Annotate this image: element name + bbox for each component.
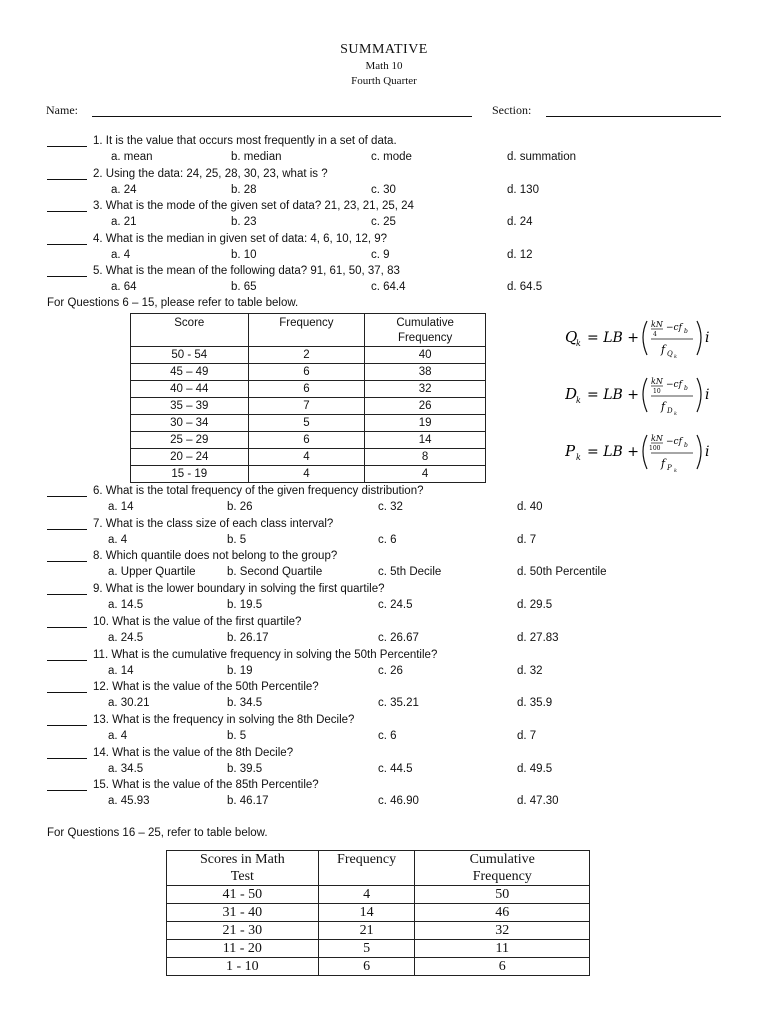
table2-cell: 46	[415, 904, 590, 922]
question-text: 2. Using the data: 24, 25, 28, 30, 23, what is ?	[93, 167, 328, 180]
option-b[interactable]: b. 10	[231, 248, 257, 261]
table1-cell: 40 – 44	[131, 381, 249, 398]
svg-text:kN: kN	[651, 320, 663, 329]
option-b[interactable]: b. Second Quartile	[227, 566, 323, 579]
table2-cell: 21	[318, 922, 415, 940]
answer-blank[interactable]	[47, 169, 87, 180]
option-b[interactable]: b. 19.5	[227, 599, 263, 612]
option-a[interactable]: a. 64	[111, 281, 137, 293]
page-title: SUMMATIVE	[340, 42, 428, 57]
answer-blank[interactable]	[47, 551, 87, 562]
svg-text:−cf: −cf	[666, 437, 682, 447]
table1-row	[131, 449, 486, 466]
table2-cell: 11	[415, 940, 590, 958]
svg-text:i: i	[705, 330, 710, 346]
formula-p	[565, 429, 735, 473]
option-a[interactable]: a. 24	[111, 183, 137, 196]
question-questions_b-7	[47, 714, 354, 726]
svg-text:b: b	[684, 442, 688, 449]
answer-blank[interactable]	[47, 234, 87, 245]
table1-cell: 50 - 54	[131, 347, 249, 364]
svg-text:4: 4	[653, 331, 657, 338]
svg-text:D: D	[565, 385, 578, 403]
table2-cell: 4	[318, 886, 415, 904]
option-c[interactable]: c. 25	[371, 216, 396, 228]
option-a[interactable]: a. 4	[108, 729, 128, 742]
table2-header-scores: Scores in Math Test	[167, 851, 319, 886]
option-d[interactable]: d. 24	[507, 216, 533, 228]
table1-cell: 4	[365, 466, 486, 483]
answer-blank[interactable]	[47, 780, 87, 791]
table1-cell: 35 – 39	[131, 398, 249, 415]
table1-header-cumulative: Cumulative Frequency	[365, 314, 486, 347]
option-b[interactable]: b. 5	[227, 729, 247, 742]
answer-blank[interactable]	[47, 617, 87, 628]
table1-row	[131, 415, 486, 432]
table1-cell: 30 – 34	[131, 415, 249, 432]
option-c[interactable]: c. 26	[378, 664, 403, 677]
svg-text:= LB +: = LB +	[587, 387, 639, 403]
table1-cell: 4	[248, 466, 365, 483]
table1-cell: 6	[248, 432, 365, 449]
option-c[interactable]: c. 46.90	[378, 795, 419, 808]
question-text: 1. It is the value that occurs most frequently in a set of data.	[93, 135, 397, 147]
option-a[interactable]: a. 14	[108, 501, 134, 513]
option-d[interactable]: d. 49.5	[517, 762, 553, 775]
option-a[interactable]: a. 14	[108, 664, 134, 677]
option-a[interactable]: a. 4	[111, 248, 131, 261]
question-text: 10. What is the value of the first quartile?	[93, 615, 302, 628]
option-d[interactable]: d. 7	[517, 533, 537, 546]
answer-blank[interactable]	[47, 715, 87, 726]
option-c[interactable]: c. mode	[371, 151, 412, 163]
formula-d	[565, 372, 735, 416]
table1-cell: 6	[248, 364, 365, 381]
option-a[interactable]: a. 21	[111, 216, 137, 228]
question-questions_a-4	[47, 265, 400, 277]
table2-cell: 14	[318, 904, 415, 922]
option-d[interactable]: d. 35.9	[517, 697, 553, 710]
option-d[interactable]: d. 130	[507, 183, 539, 196]
question-questions_a-3	[47, 233, 387, 245]
answer-blank[interactable]	[47, 136, 87, 147]
section-label: Section:	[492, 103, 532, 117]
name-field[interactable]	[92, 116, 472, 117]
question-questions_b-3	[47, 583, 384, 595]
option-b[interactable]: b. 26.17	[227, 631, 269, 644]
table2-cell: 6	[415, 958, 590, 976]
option-d[interactable]: d. 40	[517, 501, 543, 513]
table2-cell: 11 - 20	[167, 940, 319, 958]
option-d[interactable]: d. summation	[507, 151, 577, 163]
option-a[interactable]: a. 30.21	[108, 697, 150, 710]
question-questions_b-1	[47, 518, 333, 530]
question-text: 6. What is the total frequency of the given frequency distribution?	[93, 485, 424, 497]
option-b[interactable]: b. 5	[227, 533, 247, 546]
question-questions_b-6	[47, 681, 319, 693]
option-b[interactable]: b. 23	[231, 216, 257, 228]
svg-text:−cf: −cf	[666, 323, 682, 333]
answer-blank[interactable]	[47, 748, 87, 759]
question-questions_a-0	[47, 135, 397, 147]
option-d[interactable]: d. 7	[517, 729, 537, 742]
table2-cell: 21 - 30	[167, 922, 319, 940]
table1-cell: 6	[248, 381, 365, 398]
svg-text:k: k	[674, 468, 678, 473]
option-a[interactable]: a. 4	[108, 533, 128, 546]
question-text: 15. What is the value of the 85th Percentile?	[93, 779, 319, 792]
table1-cell: 7	[248, 398, 365, 415]
table2-cell: 41 - 50	[167, 886, 319, 904]
question-text: 7. What is the class size of each class interval?	[93, 517, 334, 530]
table1-cell: 45 – 49	[131, 364, 249, 381]
table1-cell: 15 - 19	[131, 466, 249, 483]
table1-row	[131, 364, 486, 381]
question-text: 3. What is the mode of the given set of data? 21, 23, 21, 25, 24	[93, 200, 414, 212]
answer-blank[interactable]	[47, 519, 87, 530]
answer-blank[interactable]	[47, 266, 87, 277]
svg-text:10: 10	[653, 388, 661, 395]
table1-cell: 4	[248, 449, 365, 466]
svg-text:−cf: −cf	[666, 380, 682, 390]
table1-cell: 19	[365, 415, 486, 432]
table1-row	[131, 381, 486, 398]
option-d[interactable]: d. 12	[507, 248, 533, 261]
svg-text:100: 100	[649, 445, 661, 452]
table1-cell: 38	[365, 364, 486, 381]
table1-cell: 5	[248, 415, 365, 432]
svg-text:f: f	[661, 457, 666, 470]
table2-cell: 1 - 10	[167, 958, 319, 976]
question-questions_a-2	[47, 200, 414, 212]
table1-cell: 8	[365, 449, 486, 466]
option-c[interactable]: c. 32	[378, 501, 403, 513]
question-text: 12. What is the value of the 50th Percentile?	[93, 681, 319, 694]
table2-cell: 31 - 40	[167, 904, 319, 922]
svg-text:kN: kN	[651, 377, 663, 386]
svg-text:kN: kN	[651, 434, 663, 443]
question-text: 5. What is the mean of the following data? 91, 61, 50, 37, 83	[93, 265, 400, 277]
svg-text:P: P	[565, 442, 576, 460]
question-text: 13. What is the frequency in solving the 8th Decile?	[93, 713, 355, 726]
option-c[interactable]: c. 64.4	[371, 281, 406, 293]
option-a[interactable]: a. 45.93	[108, 795, 150, 808]
option-c[interactable]: c. 35.21	[378, 697, 419, 710]
question-text: 9. What is the lower boundary in solving the first quartile?	[93, 583, 385, 596]
table2-header-frequency: Frequency	[318, 851, 415, 886]
option-b[interactable]: b. 65	[231, 281, 257, 293]
table2-cell: 32	[415, 922, 590, 940]
question-questions_b-0	[47, 485, 424, 497]
option-c[interactable]: c. 24.5	[378, 599, 413, 612]
question-text: 14. What is the value of the 8th Decile?	[93, 746, 294, 759]
table1-header-score: Score	[131, 314, 249, 347]
table2-row	[167, 904, 590, 922]
svg-text:f: f	[661, 343, 666, 356]
formula-q	[565, 315, 735, 359]
table1-row	[131, 347, 486, 364]
table2-cell: 50	[415, 886, 590, 904]
svg-text:k: k	[576, 396, 581, 405]
option-c[interactable]: c. 6	[378, 729, 397, 742]
table1-row	[131, 466, 486, 483]
option-c[interactable]: c. 44.5	[378, 762, 413, 775]
table1-cell: 40	[365, 347, 486, 364]
table2-row	[167, 922, 590, 940]
option-d[interactable]: d. 32	[517, 664, 543, 677]
table2-row	[167, 886, 590, 904]
table1-cell: 20 – 24	[131, 449, 249, 466]
option-d[interactable]: d. 27.83	[517, 631, 559, 644]
question-questions_b-4	[47, 616, 301, 628]
svg-text:b: b	[684, 328, 688, 335]
option-c[interactable]: c. 30	[371, 183, 396, 196]
subject-label: Math 10	[365, 60, 403, 72]
svg-text:k: k	[576, 339, 581, 348]
option-d[interactable]: d. 50th Percentile	[517, 566, 607, 579]
table2-header-cumulative: Cumulative Frequency	[415, 851, 590, 886]
option-a[interactable]: a. Upper Quartile	[108, 566, 196, 579]
option-c[interactable]: c. 5th Decile	[378, 566, 442, 579]
question-text: 8. Which quantile does not belong to the group?	[93, 550, 338, 563]
svg-text:k: k	[674, 354, 678, 359]
option-b[interactable]: b. median	[231, 151, 282, 163]
svg-text:= LB +: = LB +	[587, 444, 639, 460]
svg-text:Q: Q	[565, 328, 578, 346]
option-d[interactable]: d. 47.30	[517, 795, 559, 808]
option-a[interactable]: a. 34.5	[108, 762, 144, 775]
option-c[interactable]: c. 6	[378, 533, 397, 546]
question-questions_b-5	[47, 649, 437, 661]
table2-note: For Questions 16 – 25, refer to table below.	[47, 827, 268, 839]
svg-text:f: f	[661, 400, 666, 413]
table1-row	[131, 432, 486, 449]
name-label: Name:	[46, 103, 78, 117]
question-text: 4. What is the median in given set of data: 4, 6, 10, 12, 9?	[93, 232, 388, 245]
option-c[interactable]: c. 9	[371, 248, 390, 261]
svg-text:k: k	[576, 453, 581, 462]
option-b[interactable]: b. 19	[227, 664, 253, 677]
section-field[interactable]	[546, 116, 721, 117]
question-questions_b-2	[47, 550, 337, 562]
table2-row	[167, 940, 590, 958]
table2-cell: 6	[318, 958, 415, 976]
answer-blank[interactable]	[47, 584, 87, 595]
table1-header-frequency: Frequency	[248, 314, 365, 347]
answer-blank[interactable]	[47, 201, 87, 212]
svg-text:b: b	[684, 385, 688, 392]
option-a[interactable]: a. 14.5	[108, 599, 144, 612]
question-questions_b-9	[47, 779, 319, 791]
svg-text:i: i	[705, 387, 710, 403]
svg-text:Q: Q	[667, 350, 673, 358]
frequency-table-1	[130, 313, 486, 483]
answer-blank[interactable]	[47, 486, 87, 497]
table1-cell: 32	[365, 381, 486, 398]
table1-cell: 2	[248, 347, 365, 364]
answer-blank[interactable]	[47, 650, 87, 661]
option-a[interactable]: a. 24.5	[108, 631, 144, 644]
table1-cell: 14	[365, 432, 486, 449]
question-questions_a-1	[47, 168, 328, 180]
option-d[interactable]: d. 64.5	[507, 281, 543, 293]
question-text: 11. What is the cumulative frequency in solving the 50th Percentile?	[93, 648, 438, 661]
option-b[interactable]: b. 28	[231, 183, 257, 196]
table1-cell: 25 – 29	[131, 432, 249, 449]
option-a[interactable]: a. mean	[111, 151, 153, 163]
table1-note: For Questions 6 – 15, please refer to table below.	[47, 297, 299, 309]
table1-row	[131, 398, 486, 415]
svg-text:D: D	[667, 407, 673, 415]
svg-text:= LB +: = LB +	[587, 330, 639, 346]
frequency-table-2	[166, 850, 590, 976]
option-b[interactable]: b. 46.17	[227, 795, 269, 808]
option-c[interactable]: c. 26.67	[378, 631, 419, 644]
option-b[interactable]: b. 26	[227, 501, 253, 513]
svg-text:k: k	[674, 411, 678, 416]
quarter-label: Fourth Quarter	[351, 75, 417, 87]
option-b[interactable]: b. 39.5	[227, 762, 263, 775]
table1-cell: 26	[365, 398, 486, 415]
table2-cell: 5	[318, 940, 415, 958]
svg-text:P: P	[667, 464, 672, 472]
question-questions_b-8	[47, 747, 293, 759]
option-b[interactable]: b. 34.5	[227, 697, 263, 710]
answer-blank[interactable]	[47, 682, 87, 693]
option-d[interactable]: d. 29.5	[517, 599, 553, 612]
svg-text:i: i	[705, 444, 710, 460]
table2-row	[167, 958, 590, 976]
